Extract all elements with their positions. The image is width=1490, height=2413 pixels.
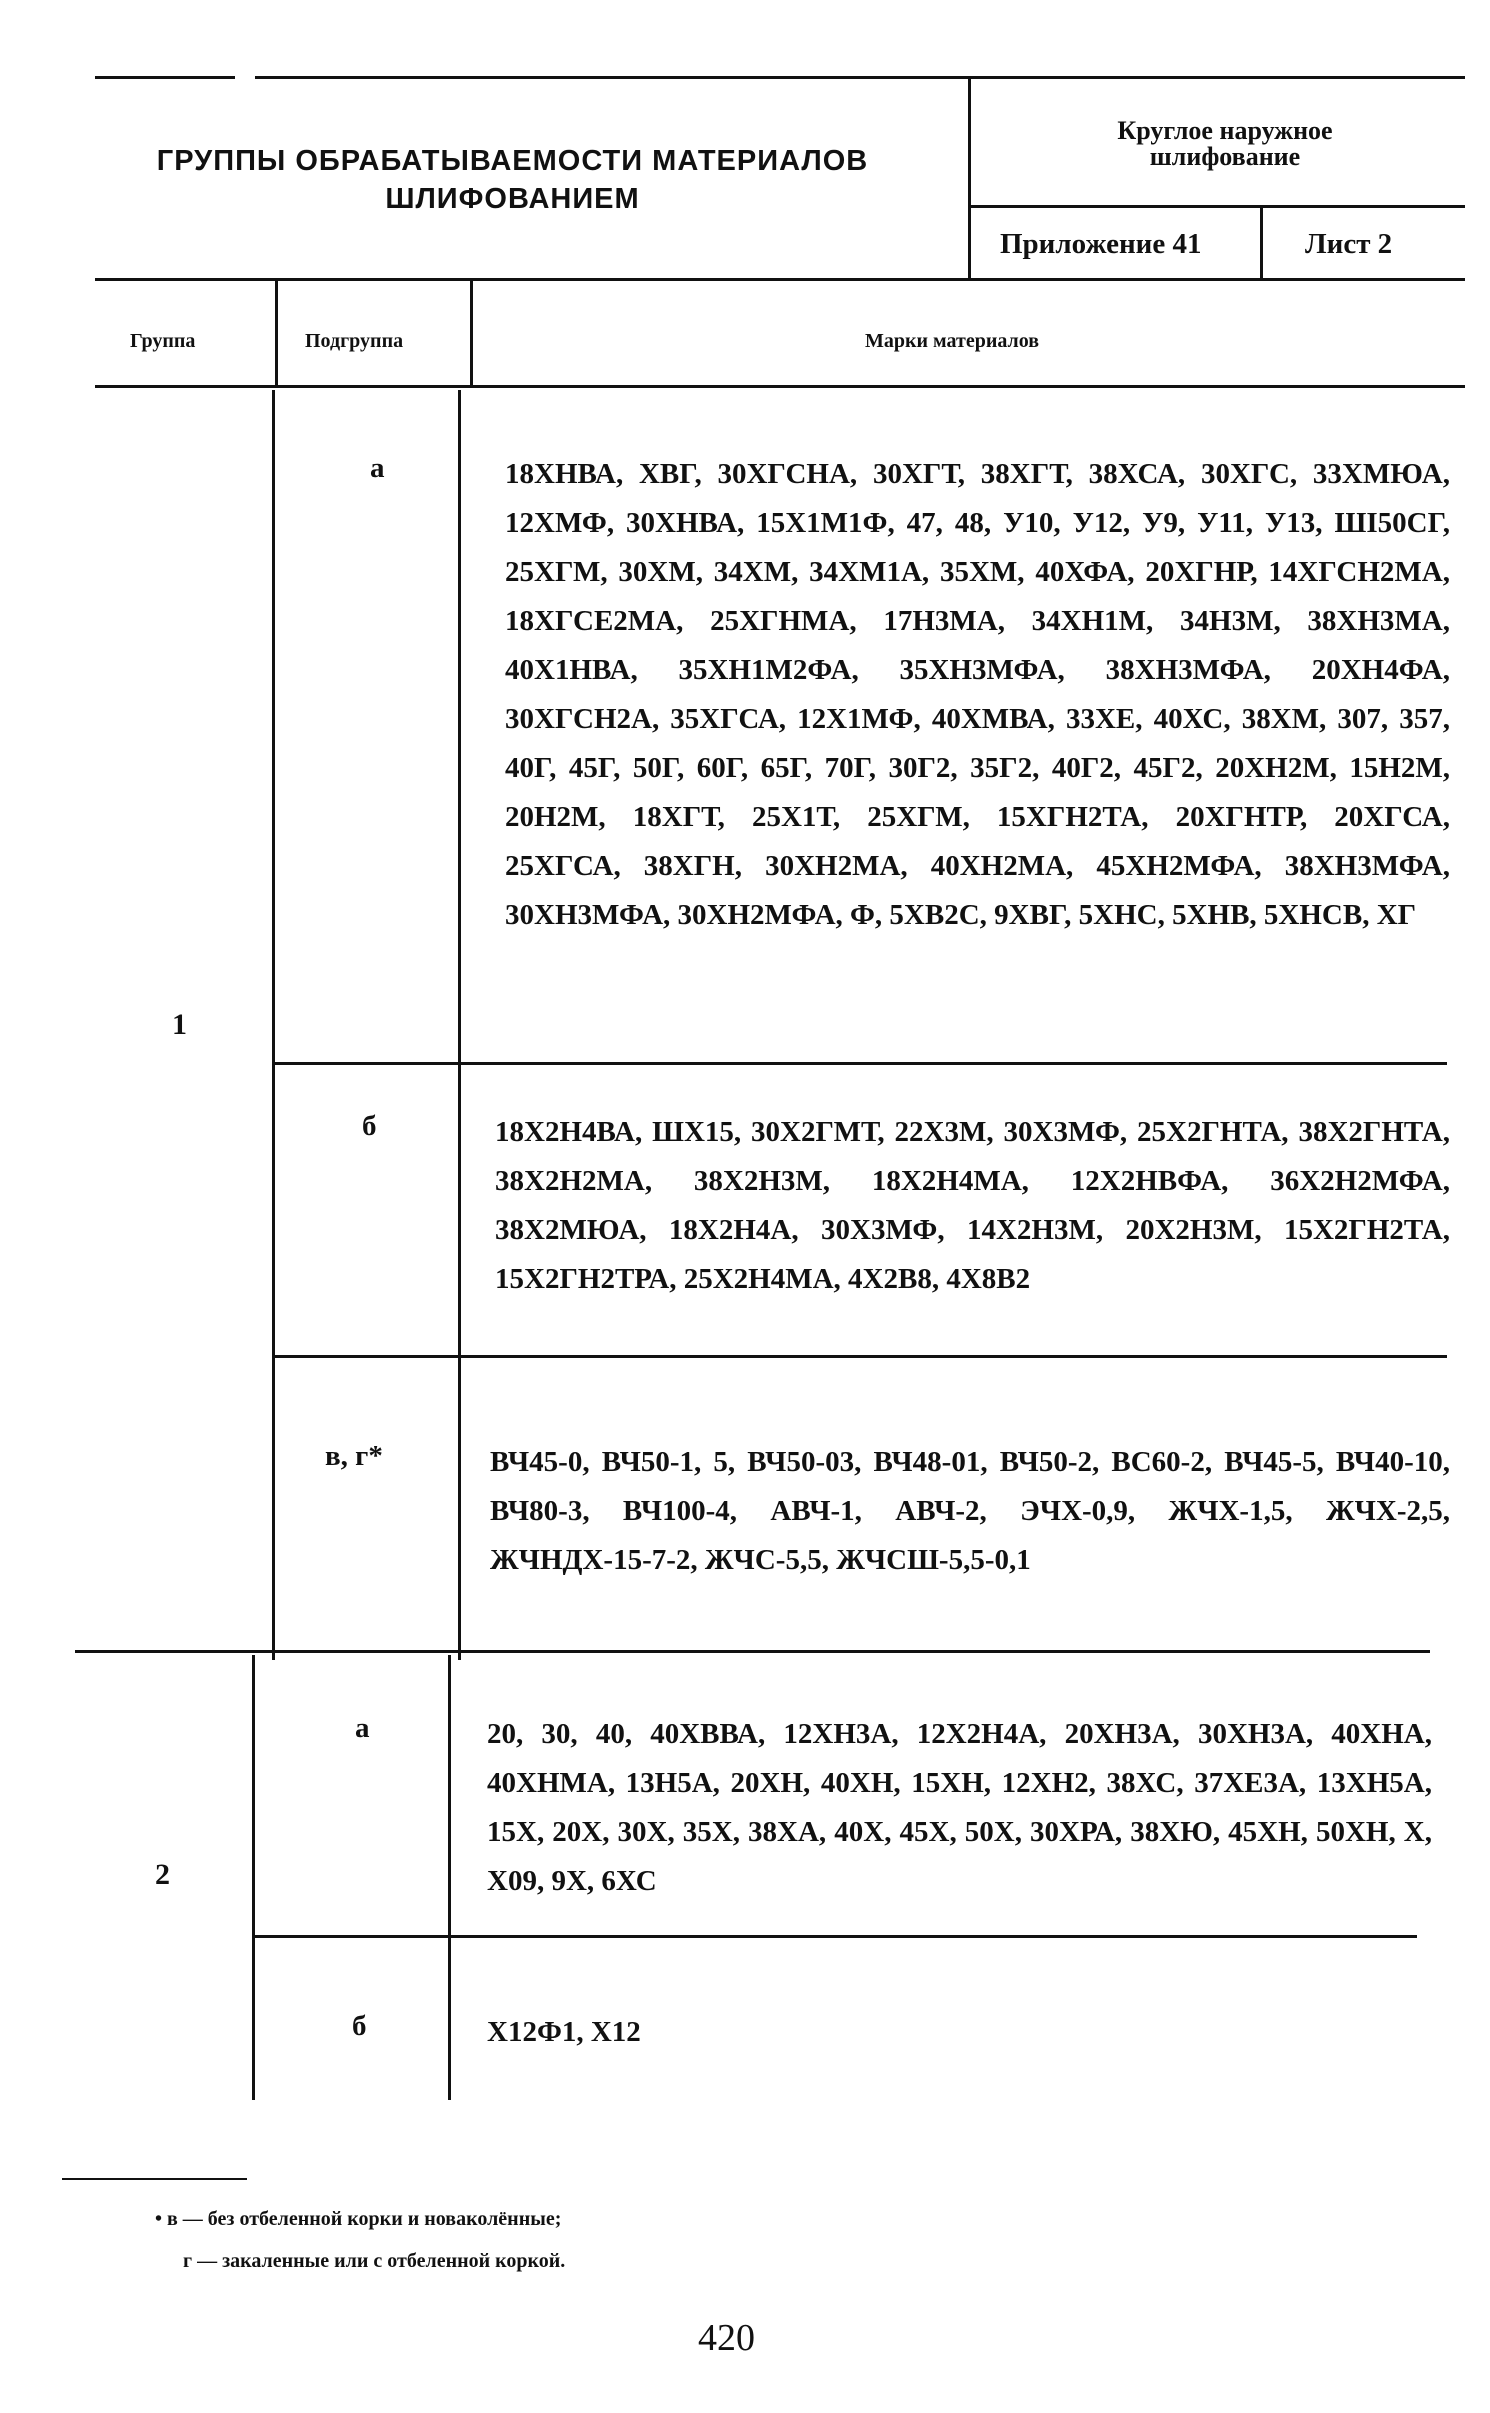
group2-divider-left <box>252 1655 255 2100</box>
top-rule-right <box>255 76 1465 79</box>
row-rule-1a <box>272 1062 1447 1065</box>
materials-2a-text: 20, 30, 40, 40ХВВА, 12ХН3А, 12Х2Н4А, 20ХН3А, 30ХН3А, 40ХНА, 40ХНМА, 13Н5А, 20ХН, 40ХН, 15ХН, 12ХН2, 38ХС, 37ХЕ3А, 13ХН5А, 15Х, 20Х, 30Х, 35Х, 38ХА, 40Х, 45Х, 50Х, 30ХРА, 38ХЮ, 45ХН, 50ХН, Х, Х09, 9Х, 6ХС <box>487 1718 1432 1897</box>
materials-1b <box>495 1108 1450 1304</box>
subgroup-label-1vg: в, г* <box>325 1440 383 1472</box>
group-label-1: 1 <box>172 1008 187 1041</box>
row-rule-2a <box>252 1935 1417 1938</box>
appendix-number: Приложение 41 <box>1000 228 1202 260</box>
column-header-materials: Марки материалов <box>865 330 1040 352</box>
colhdr-divider-1 <box>275 280 278 385</box>
sheet-divider <box>1260 207 1263 279</box>
group1-divider-left <box>272 390 275 1660</box>
colhdr-divider-2 <box>470 280 473 385</box>
subgroup-label-1a: а <box>370 452 385 484</box>
materials-2a <box>487 1710 1432 1906</box>
materials-1a-text: 18ХНВА, ХВГ, 30ХГСНА, 30ХГТ, 38ХГТ, 38ХСА, 30ХГС, 33ХМЮА, 12ХМФ, 30ХНВА, 15Х1М1Ф, 47, 48, У10, У12, У9, У11, У13, ШI50СГ, 25ХГМ, 30ХМ, 34ХМ, 34ХМ1А, 35ХМ, 40ХФА, 20ХГНР, 14ХГСН2МА, 18ХГСЕ2МА, 25ХГНМА, 17Н3МА, 34ХН1М, 34Н3М, 38ХН3МА, 40Х1НВА, 35ХН1М2ФА, 35ХН3МФА, 38ХН3МФА, 20ХН4ФА, 30ХГСН2А, 35ХГСА, 12Х1МФ, 40ХМВА, 33ХЕ, 40ХС, 38ХМ, 307, 357, 40Г, 45Г, 50Г, 60Г, 65Г, 70Г, 30Г2, 35Г2, 40Г2, 45Г2, 20ХН2М, 15Н2М, 20Н2М, 18ХГТ, 25Х1Т, 25ХГМ, 15ХГН2ТА, 20ХГНТР, 20ХГСА, 25ХГСА, 38ХГН, 30ХН2МА, 40ХН2МА, 45ХН2МФА, 38ХН3МФА, 30ХН3МФА, 30ХН2МФА, Ф, 5ХВ2С, 9ХВГ, 5ХНС, 5ХНВ, 5ХНСВ, ХГ <box>505 458 1450 931</box>
sheet-number: Лист 2 <box>1305 228 1393 260</box>
subgroup-label-1b: б <box>362 1110 377 1142</box>
subgroup-label-2b: б <box>352 2010 367 2042</box>
column-header-group: Группа <box>130 330 196 352</box>
title-line-2: ШЛИФОВАНИЕМ <box>385 183 640 215</box>
materials-1vg-text: ВЧ45-0, ВЧ50-1, 5, ВЧ50-03, ВЧ48-01, ВЧ50-2, ВС60-2, ВЧ45-5, ВЧ40-10, ВЧ80-3, ВЧ100-4, АВЧ-1, АВЧ-2, ЭЧХ-0,9, ЖЧХ-1,5, ЖЧХ-2,5, ЖЧНДХ-15-7-2, ЖЧС-5,5, ЖЧСШ-5,5-0,1 <box>490 1446 1450 1576</box>
materials-2b-text: Х12Ф1, Х12 <box>487 2016 641 2048</box>
materials-1a <box>505 450 1450 940</box>
subgroup-label-2a: а <box>355 1712 370 1744</box>
operation-title <box>985 118 1465 170</box>
column-header-subgroup: Подгруппа <box>305 330 404 352</box>
footnote-line-2: г — закаленные или с отбеленной коркой. <box>183 2250 566 2272</box>
title-line-1: ГРУППЫ ОБРАБАТЫВАЕМОСТИ МАТЕРИАЛОВ <box>156 145 869 177</box>
top-rule-left <box>95 76 235 79</box>
footnote-line-1: • в — без отбеленной корки и новаколённые; <box>155 2208 562 2230</box>
column-header-top-rule <box>95 278 1465 281</box>
group-separator-rule <box>75 1650 1430 1653</box>
row-rule-1b <box>272 1355 1447 1358</box>
group-label-2: 2 <box>155 1858 170 1891</box>
group1-divider-right <box>458 390 461 1660</box>
materials-2b <box>487 2008 1432 2057</box>
footnote-rule <box>62 2178 247 2180</box>
operation-line-1: Круглое наружное <box>1117 116 1333 145</box>
operation-line-2: шлифование <box>1149 142 1301 171</box>
header-divider <box>968 78 971 278</box>
materials-1b-text: 18Х2Н4ВА, ШХ15, 30Х2ГМТ, 22Х3М, 30Х3МФ, 25Х2ГНТА, 38Х2ГНТА, 38Х2Н2МА, 38Х2Н3М, 18Х2Н4МА, 12Х2НВФА, 36Х2Н2МФА, 38Х2МЮА, 18Х2Н4А, 30Х3МФ, 14Х2Н3М, 20Х2Н3М, 15Х2ГН2ТА, 15Х2ГН2ТРА, 25Х2Н4МА, 4Х2В8, 4Х8В2 <box>495 1116 1450 1295</box>
materials-1vg <box>490 1438 1450 1585</box>
page-title <box>95 142 930 218</box>
group2-divider-right <box>448 1655 451 2100</box>
page-number: 420 <box>698 2317 755 2359</box>
header-subrule <box>970 205 1465 208</box>
column-header-bottom-rule <box>95 385 1465 388</box>
